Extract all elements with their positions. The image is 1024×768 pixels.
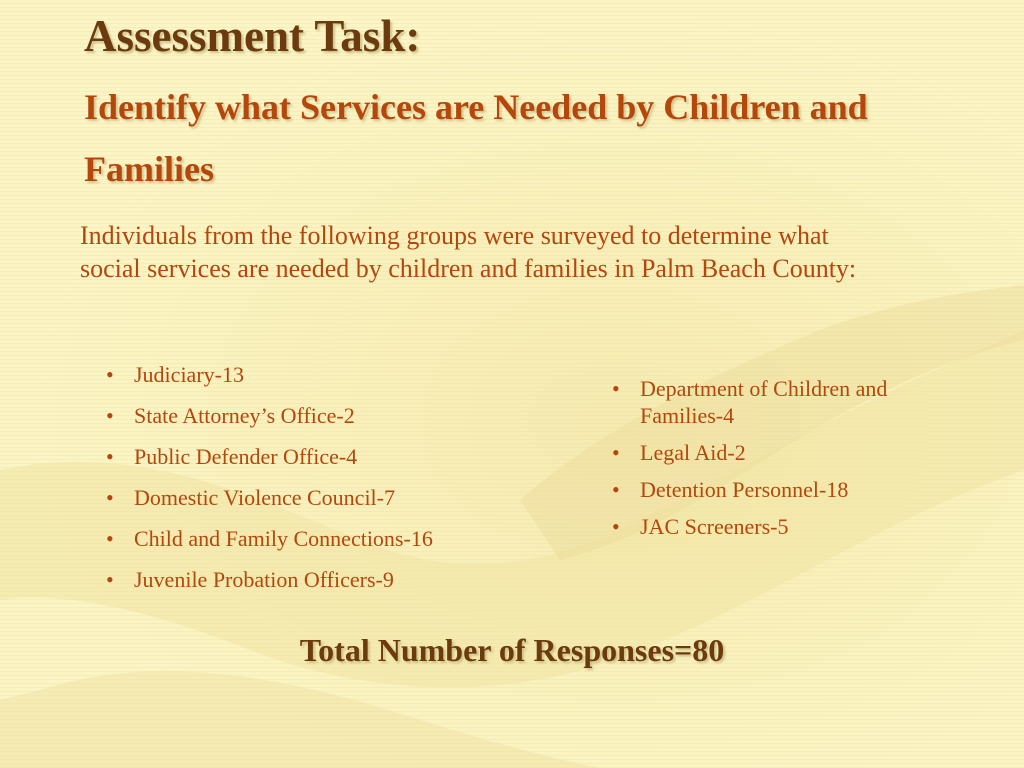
list-item: • Domestic Violence Council-7	[102, 484, 562, 511]
list-item: • Detention Personnel-18	[608, 476, 938, 503]
intro-paragraph: Individuals from the following groups were surveyed to determine what social services are needed by children and families in Palm Beach County:	[80, 221, 857, 283]
list-item: • JAC Screeners-5	[608, 513, 938, 540]
list-item: • Legal Aid-2	[608, 439, 938, 466]
slide-title: Assessment Task:	[84, 11, 421, 61]
list-item: • Juvenile Probation Officers-9	[102, 566, 562, 593]
slide-subtitle: Identify what Services are Needed by Children and Families	[84, 87, 868, 189]
list-item: • Department of Children and Families-4	[608, 375, 938, 429]
list-item: • State Attorney’s Office-2	[102, 402, 562, 429]
right-group-list	[608, 375, 938, 550]
list-item: • Judiciary-13	[102, 361, 562, 388]
left-group-list	[102, 361, 562, 607]
total-responses: Total Number of Responses=80	[299, 632, 725, 668]
list-item: • Child and Family Connections-16	[102, 525, 562, 552]
list-item: • Public Defender Office-4	[102, 443, 562, 470]
